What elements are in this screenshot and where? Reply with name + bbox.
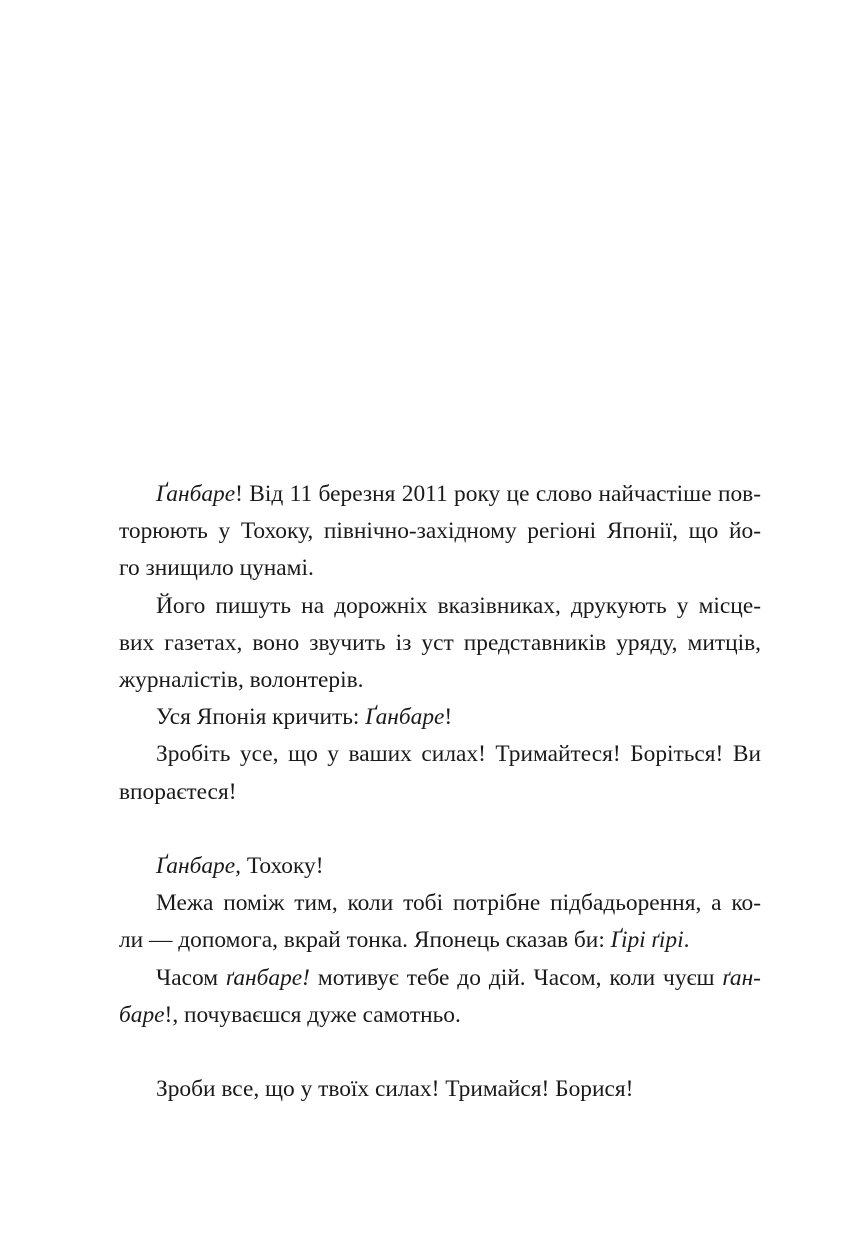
paragraph-7 xyxy=(119,960,761,1034)
italic-word: Ґанбаре xyxy=(156,481,236,507)
text-span: . xyxy=(683,927,690,954)
text-line xyxy=(119,997,761,1034)
text-span: ли — допомога, вкрай тонка. Японець сказав би: xyxy=(119,927,611,954)
text-line: журналістів, волонтерів. xyxy=(119,667,364,694)
text-span: Тохоку! xyxy=(240,853,324,880)
italic-word: ґан- xyxy=(722,964,761,991)
text-line xyxy=(119,848,761,885)
text-line: Межа поміж тим, коли тобі потрібне підбадьорення, а ко- xyxy=(156,890,761,917)
text-span: Уся Японія кричить: xyxy=(156,704,366,731)
text-line: вих газетах, воно звучить із уст представників уряду, митців, xyxy=(119,629,761,656)
text-line xyxy=(119,699,761,736)
paragraph-4 xyxy=(119,736,761,810)
paragraph-8 xyxy=(119,1071,761,1108)
text-line xyxy=(119,960,761,997)
text-line: го знищило цунамі. xyxy=(119,555,314,582)
paragraph-2 xyxy=(119,588,761,700)
paragraph-5 xyxy=(119,848,761,885)
text-span: ! xyxy=(444,704,453,731)
text-line xyxy=(119,922,761,959)
paragraph-3 xyxy=(119,699,761,736)
text-span: !, почуваєшся дуже самотньо. xyxy=(164,1001,461,1028)
text-line xyxy=(119,476,761,513)
paragraph-gap xyxy=(119,811,761,848)
text-line: Зроби все, що у твоїх силах! Тримайся! Борися! xyxy=(156,1076,634,1103)
text-span: мотивує тебе до дій. Часом, коли чуєш xyxy=(309,964,723,991)
italic-word: Ґанбаре, xyxy=(156,853,241,880)
text-line: Його пишуть на дорожніх вказівниках, друкують у місце- xyxy=(156,592,761,619)
text-line: торюють у Тохоку, північно-західному регіоні Японії, що йо- xyxy=(119,518,761,545)
italic-word: Ґанбаре xyxy=(365,704,445,731)
text-span: ! Від 11 березня 2011 року це слово найчастіше пов- xyxy=(235,481,761,507)
text-span: Часом xyxy=(156,964,226,991)
italic-word: Ґірі ґірі xyxy=(610,927,684,954)
italic-word: баре xyxy=(119,1001,165,1028)
page-body-text xyxy=(119,476,761,1108)
text-line: впораєтеся! xyxy=(119,778,237,805)
paragraph-gap xyxy=(119,1034,761,1071)
paragraph-1 xyxy=(119,476,761,588)
italic-word: ґанбаре! xyxy=(225,964,310,991)
text-line: Зробіть усе, що у ваших силах! Тримайтеся! Боріться! Ви xyxy=(156,741,761,768)
paragraph-6 xyxy=(119,885,761,959)
